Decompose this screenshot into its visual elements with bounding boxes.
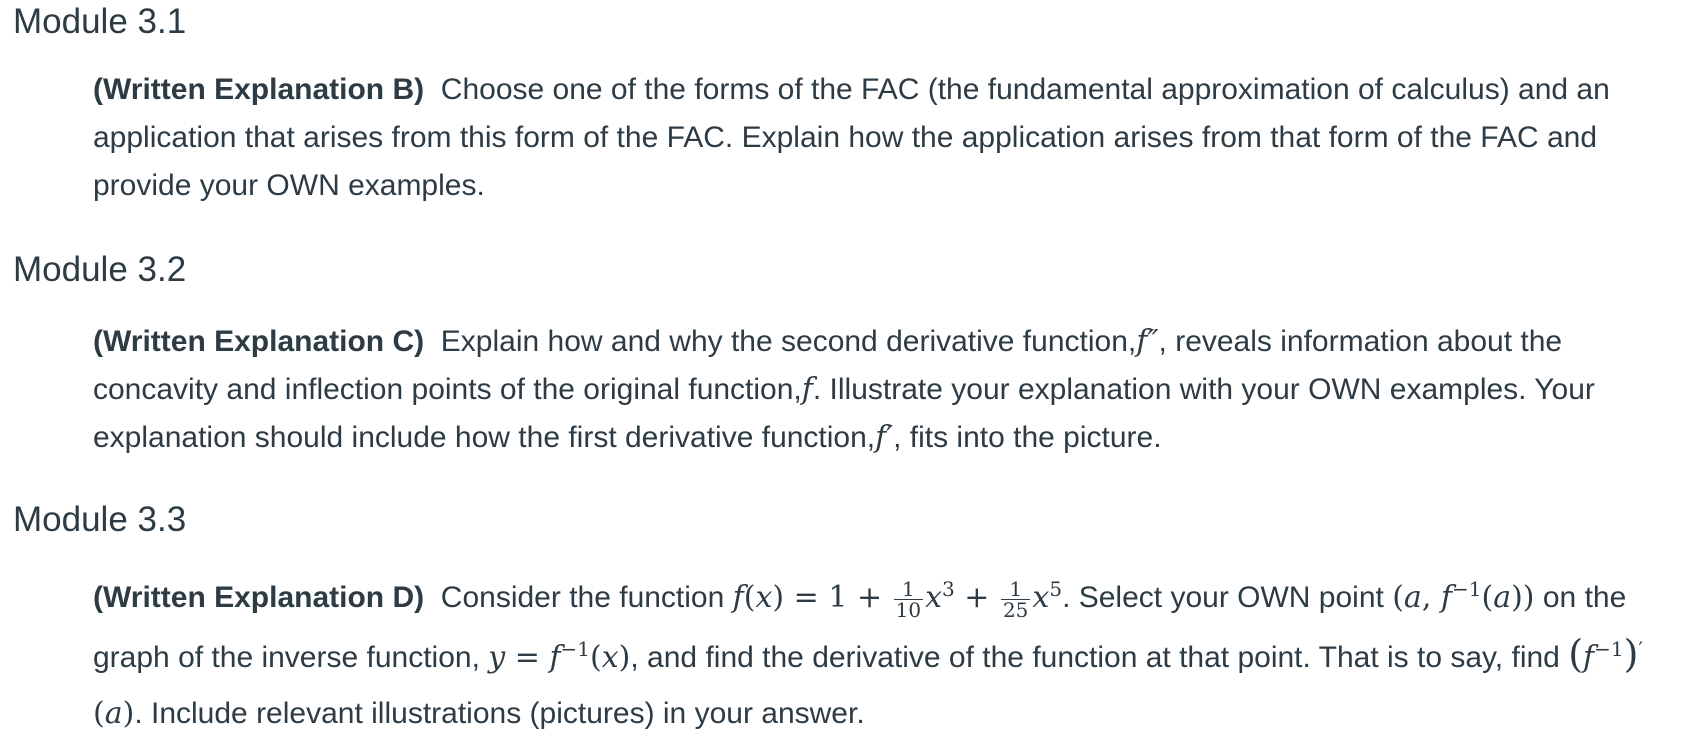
module-3-3-text-4: , and find the derivative of the function at that point. That is to say, find xyxy=(630,641,1560,674)
module-3-2-text-4: , fits into the picture. xyxy=(893,421,1162,454)
module-3-1-text: Choose one of the forms of the FAC (the fundamental approximation of calculus) and an application that arises from this form of the FAC. Explain how the application arises from that form of the FAC and provide your OWN examples. xyxy=(93,73,1610,202)
module-3-1-heading: Module 3.1 xyxy=(13,2,187,41)
module-3-1-prompt xyxy=(93,66,1673,210)
module-3-2-text-3: . Illustrate your explanation with your OWN examples. Your explanation should include how the first derivative function, xyxy=(93,373,1595,454)
module-3-2-label: (Written Explanation C) xyxy=(93,325,425,358)
module-3-3-text-3: on the graph of the inverse function, xyxy=(93,581,1627,674)
module-3-3-text-5: . Include relevant illustrations (pictures) in your answer. xyxy=(134,697,865,730)
module-3-3-label: (Written Explanation D) xyxy=(93,581,425,614)
module-3-2-heading: Module 3.2 xyxy=(13,250,187,289)
inverse-point-formula: (a, $f^{-1}(a)$) xyxy=(1392,577,1535,615)
inverse-function-formula: $y = f^{-1}(x)$ xyxy=(488,637,631,675)
function-symbol: f xyxy=(801,372,813,407)
module-3-2-text-1: Explain how and why the second derivative function, xyxy=(440,325,1137,358)
module-3-3-text-2: . Select your OWN point xyxy=(1062,581,1384,614)
module-3-2-prompt xyxy=(93,318,1673,462)
module-3-3-text-1: Consider the function xyxy=(440,581,725,614)
second-derivative-symbol: f″ xyxy=(1136,324,1159,359)
first-derivative-symbol: f′ xyxy=(875,420,894,455)
inverse-derivative-formula: $(f^{-1})'(a)$ xyxy=(93,632,1643,731)
module-3-1-label: (Written Explanation B) xyxy=(93,73,425,106)
function-definition-formula: f(x) = 1 + $\frac{1}{10}$ $x^3$ + $\frac{1}{25}$ $x^5$ xyxy=(732,576,1063,622)
module-3-3-prompt xyxy=(93,570,1673,742)
module-3-2-text-2: , reveals information about the concavity and inflection points of the original function, xyxy=(93,325,1563,406)
module-3-3-heading: Module 3.3 xyxy=(13,500,187,539)
